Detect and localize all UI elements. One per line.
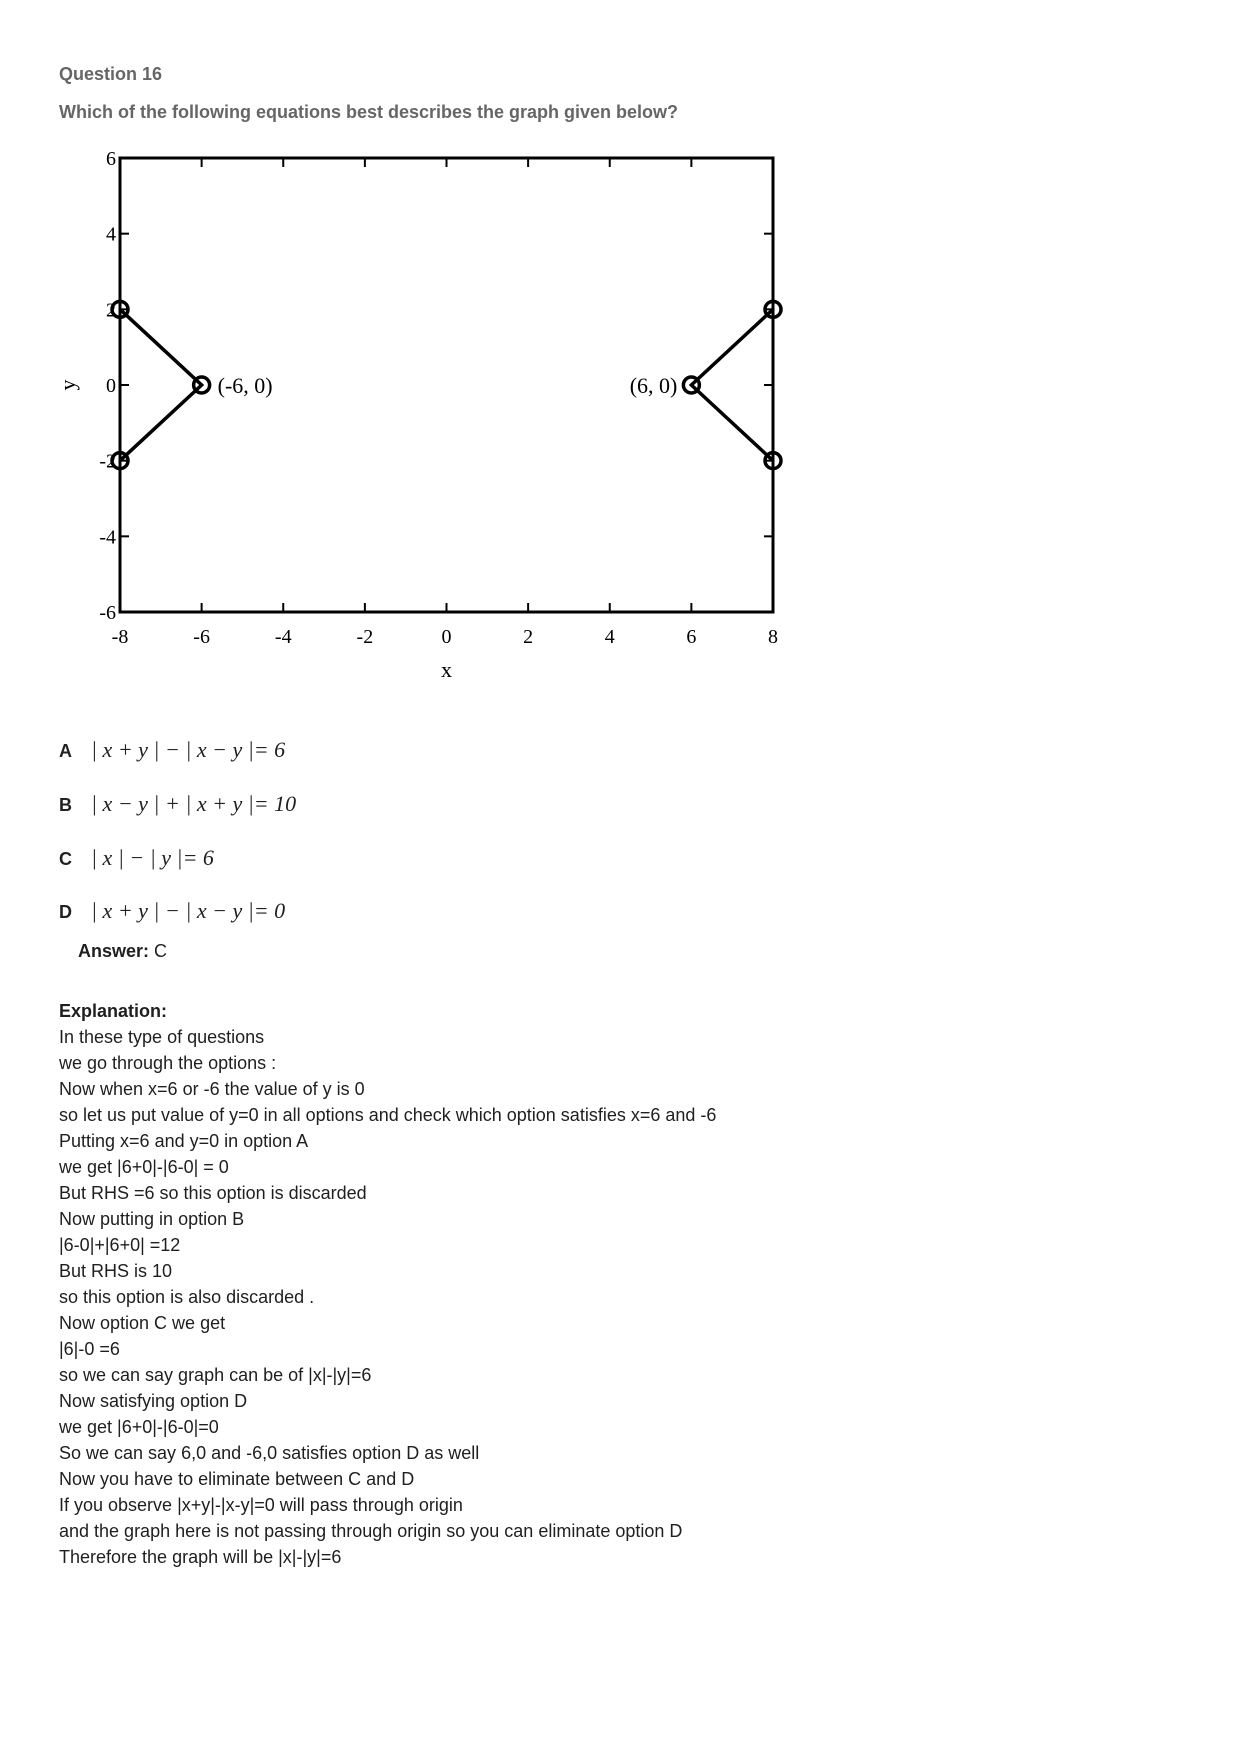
explanation-line: we get |6+0|-|6-0| = 0 xyxy=(59,1157,229,1177)
series-line-left xyxy=(120,309,202,460)
y-tick-label: 4 xyxy=(106,223,116,246)
explanation-line: If you observe |x+y|-|x-y|=0 will pass through origin xyxy=(59,1495,463,1515)
y-axis-label: y xyxy=(55,379,80,391)
option-letter: C xyxy=(59,849,72,869)
explanation-line: we get |6+0|-|6-0|=0 xyxy=(59,1417,219,1437)
explanation-line: Putting x=6 and y=0 in option A xyxy=(59,1131,309,1151)
explanation-line: Now when x=6 or -6 the value of y is 0 xyxy=(59,1079,365,1099)
explanation-line: But RHS is 10 xyxy=(59,1261,173,1281)
y-tick-label: -2 xyxy=(99,450,116,473)
option-equation: | x − y | + | x + y |= 10 xyxy=(91,791,297,816)
explanation-line: and the graph here is not passing through origin so you can eliminate option D xyxy=(59,1521,683,1541)
explanation-line: Now putting in option B xyxy=(59,1209,245,1229)
answer-label: Answer: xyxy=(78,941,150,961)
x-tick-label: 4 xyxy=(604,626,615,648)
x-tick-label: -8 xyxy=(111,626,129,648)
y-tick-label: 0 xyxy=(106,375,116,397)
option-letter: A xyxy=(59,741,72,761)
explanation-line: Now satisfying option D xyxy=(59,1391,248,1411)
explanation-line: Now option C we get xyxy=(59,1313,226,1333)
x-tick-label: 6 xyxy=(686,626,697,648)
option-c[interactable] xyxy=(59,845,214,871)
explanation-line: |6|-0 =6 xyxy=(59,1339,120,1359)
explanation-line: Now you have to eliminate between C and D xyxy=(59,1469,415,1489)
series-line-right xyxy=(691,309,773,460)
x-tick-label: 8 xyxy=(768,626,778,648)
option-a[interactable] xyxy=(59,737,285,763)
question-number: Question 16 xyxy=(59,64,163,84)
explanation-body xyxy=(59,1024,716,1570)
explanation-line: so this option is also discarded . xyxy=(59,1287,315,1307)
question-text: Which of the following equations best describes the graph given below? xyxy=(59,102,679,122)
explanation-line: |6-0|+|6+0| =12 xyxy=(59,1235,181,1255)
x-axis-label: x xyxy=(441,657,452,680)
option-equation: | x | − | y |= 6 xyxy=(91,845,214,870)
explanation-title: Explanation: xyxy=(59,1001,168,1021)
option-b[interactable] xyxy=(59,791,296,817)
y-tick-label: -4 xyxy=(99,526,116,549)
option-d[interactable] xyxy=(59,898,285,924)
explanation-line: we go through the options : xyxy=(59,1053,277,1073)
explanation-line: But RHS =6 so this option is discarded xyxy=(59,1183,367,1203)
answer-value: C xyxy=(154,941,168,961)
explanation-line: In these type of questions xyxy=(59,1027,265,1047)
graph-figure xyxy=(55,140,795,680)
option-letter: D xyxy=(59,902,72,922)
explanation-line: so let us put value of y=0 in all options and check which option satisfies x=6 and -6 xyxy=(59,1105,717,1125)
explanation-line: So we can say 6,0 and -6,0 satisfies option D as well xyxy=(59,1443,480,1463)
y-tick-label: 6 xyxy=(106,148,116,170)
explanation-line: so we can say graph can be of |x|-|y|=6 xyxy=(59,1365,372,1385)
answer xyxy=(78,941,167,962)
x-tick-label: -4 xyxy=(274,626,292,648)
option-equation: | x + y | − | x − y |= 6 xyxy=(91,737,286,762)
point-annotation: (-6, 0) xyxy=(217,373,273,398)
y-tick-label: -6 xyxy=(99,602,116,624)
x-tick-label: 0 xyxy=(441,626,452,648)
explanation-line: Therefore the graph will be |x|-|y|=6 xyxy=(59,1547,342,1567)
option-letter: B xyxy=(59,795,72,815)
y-tick-label: 2 xyxy=(106,299,116,322)
point-annotation: (6, 0) xyxy=(629,373,678,398)
x-tick-label: -6 xyxy=(193,626,210,648)
explanation xyxy=(59,998,716,1570)
x-tick-label: 2 xyxy=(523,626,534,648)
option-equation: | x + y | − | x − y |= 0 xyxy=(91,898,286,923)
x-tick-label: -2 xyxy=(356,626,374,648)
